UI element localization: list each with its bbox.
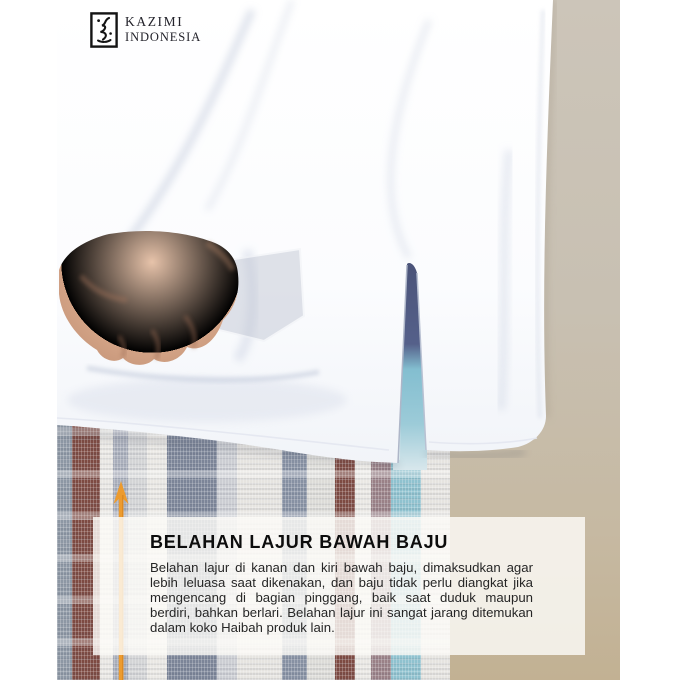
brand-name-line2: INDONESIA [125,29,202,44]
caption-box [93,517,585,655]
caption-line: dalam koko Haibah produk lain. [150,619,335,635]
caption-title: BELAHAN LAJUR BAWAH BAJU [150,532,449,552]
caption-body [150,560,533,635]
brand-name [125,12,201,43]
caption-line: Belahan lajur di kanan dan kiri bawah baju, dimaksudkan agar [150,559,533,575]
brand-name-line1: KAZIMI [125,14,184,29]
kazimi-calligraphy-monogram-icon [90,12,118,48]
product-photo [57,0,620,680]
caption-line: mengencang di bagian pinggang, baik saat duduk maupun [150,589,533,605]
caption-line: lebih leluasa saat dikenakan, dan baju tidak perlu diangkat jika [150,574,533,590]
caption-line: berdiri, bahkan berlari. Belahan lajur ini sangat jarang ditemukan [150,604,533,620]
brand-logo [90,12,201,48]
